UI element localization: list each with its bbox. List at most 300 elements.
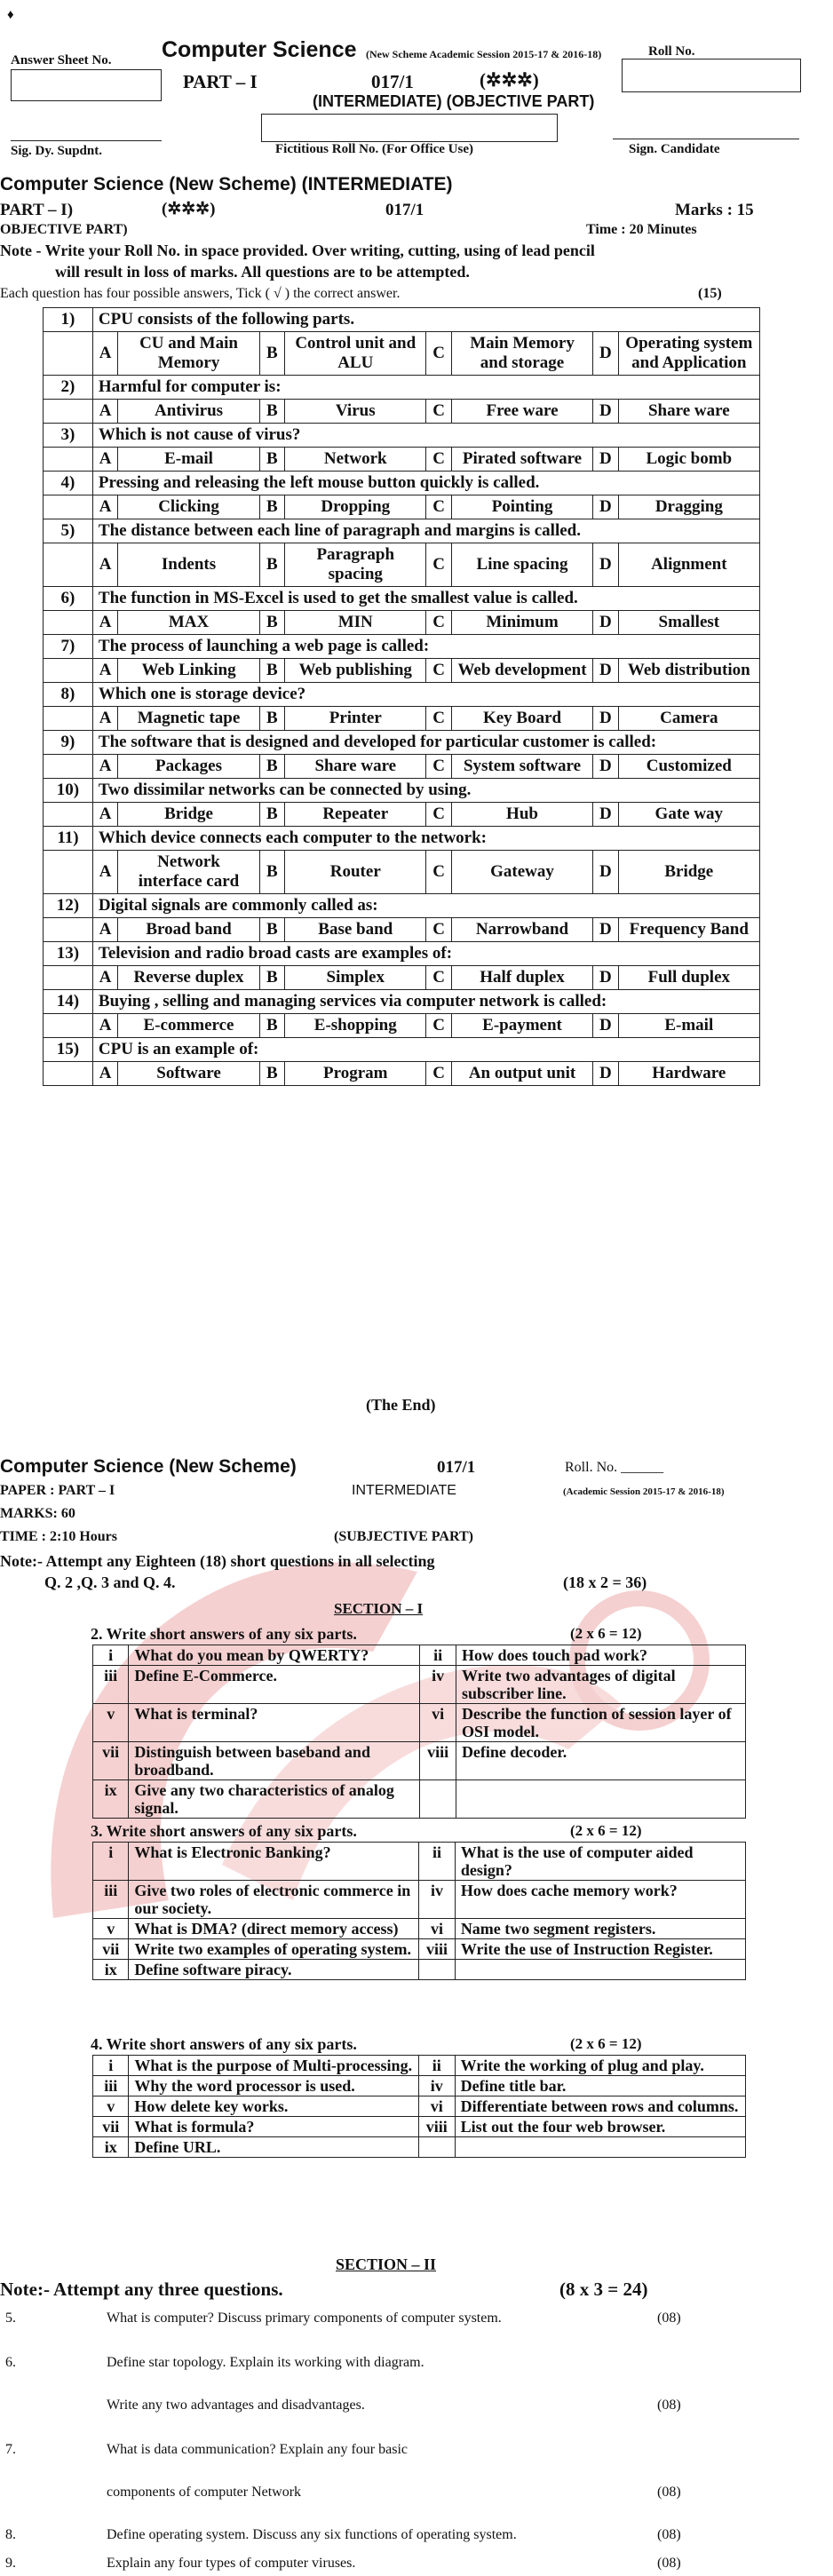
q3-marks: (2 x 6 = 12): [570, 1822, 642, 1839]
header-subject: Computer Science: [162, 37, 357, 62]
short-question-row: [93, 2117, 746, 2137]
subjective-time: TIME : 2:10 Hours: [0, 1529, 117, 1544]
option-letter-c: C: [426, 448, 451, 472]
mcq-question: Pressing and releasing the left mouse button quickly is called.: [92, 472, 759, 495]
option-letter-c: C: [426, 659, 451, 683]
subjective-note: Note:- Attempt any Eighteen (18) short questions in all selecting: [0, 1552, 435, 1570]
mcq-number: 11): [44, 827, 93, 851]
mcq-number-spacer: [44, 851, 93, 894]
long-question-number: 7.: [5, 2442, 16, 2457]
mcq-question: Two dissimilar networks can be connected by using.: [92, 779, 759, 803]
option-b[interactable]: Router: [285, 851, 426, 894]
option-d[interactable]: Frequency Band: [618, 918, 759, 942]
subjective-roll: Roll. No. ______: [565, 1460, 664, 1475]
option-d[interactable]: E-mail: [618, 1014, 759, 1038]
objective-note-2: will result in loss of marks. All questions are to be attempted.: [55, 263, 470, 281]
option-letter-d: D: [593, 611, 618, 635]
mcq-options-row: [44, 803, 760, 827]
short-question: [455, 1960, 745, 1980]
option-d[interactable]: Smallest: [618, 611, 759, 635]
option-letter-a: A: [92, 543, 117, 587]
short-question: Define decoder.: [456, 1742, 745, 1780]
short-question: Define URL.: [129, 2137, 419, 2158]
option-c[interactable]: Pointing: [451, 495, 592, 519]
short-question: Name two segment registers.: [455, 1919, 745, 1939]
part-number: i: [93, 1645, 129, 1666]
section-2-note: Note:- Attempt any three questions.: [0, 2279, 283, 2300]
option-b[interactable]: Simplex: [285, 966, 426, 990]
option-letter-a: A: [92, 918, 117, 942]
option-letter-d: D: [593, 755, 618, 779]
option-d[interactable]: Share ware: [618, 400, 759, 424]
option-letter-b: B: [259, 1014, 284, 1038]
short-question: [455, 2137, 745, 2158]
short-question: How delete key works.: [129, 2096, 419, 2117]
option-b[interactable]: Dropping: [285, 495, 426, 519]
mcq-number-spacer: [44, 966, 93, 990]
subjective-note-marks: (18 x 2 = 36): [563, 1573, 647, 1591]
option-letter-b: B: [259, 755, 284, 779]
option-d[interactable]: Bridge: [618, 851, 759, 894]
option-b[interactable]: Program: [285, 1062, 426, 1086]
option-b[interactable]: Printer: [285, 707, 426, 731]
mcq-question-row: [44, 472, 760, 495]
option-d[interactable]: Full duplex: [618, 966, 759, 990]
q4-table: [92, 2055, 746, 2158]
short-question: Why the word processor is used.: [129, 2076, 419, 2096]
short-question: What is terminal?: [129, 1704, 420, 1742]
option-letter-c: C: [426, 1014, 451, 1038]
option-d[interactable]: Customized: [618, 755, 759, 779]
option-letter-c: C: [426, 1062, 451, 1086]
option-c[interactable]: Gateway: [451, 851, 592, 894]
part-number: iv: [420, 1666, 456, 1704]
short-question: What is DMA? (direct memory access): [129, 1919, 419, 1939]
mcq-number-spacer: [44, 611, 93, 635]
option-c[interactable]: An output unit: [451, 1062, 592, 1086]
mcq-question: The distance between each line of paragraph and margins is called.: [92, 519, 759, 543]
short-question: What is the use of computer aided design?: [455, 1843, 745, 1881]
option-b[interactable]: Web publishing: [285, 659, 426, 683]
short-question-row: [93, 1666, 746, 1704]
long-question-text: What is data communication? Explain any four basic: [107, 2442, 408, 2457]
mcq-question: Which is not cause of virus?: [92, 424, 759, 448]
option-a[interactable]: Bridge: [118, 803, 259, 827]
mcq-question: The software that is designed and developed for particular customer is called:: [92, 731, 759, 755]
option-letter-a: A: [92, 966, 117, 990]
short-question: What is Electronic Banking?: [129, 1843, 419, 1881]
mcq-options-row: [44, 495, 760, 519]
option-letter-a: A: [92, 400, 117, 424]
header-group: (✲✲✲): [480, 69, 539, 91]
option-letter-b: B: [259, 543, 284, 587]
section-1-title: SECTION – I: [334, 1600, 424, 1617]
answer-sheet-label: Answer Sheet No.: [11, 53, 112, 67]
mcq-number: 8): [44, 683, 93, 707]
option-letter-d: D: [593, 851, 618, 894]
short-question: Define E-Commerce.: [129, 1666, 420, 1704]
part-number: vii: [93, 1939, 129, 1960]
option-c[interactable]: E-payment: [451, 1014, 592, 1038]
option-a[interactable]: Web Linking: [118, 659, 259, 683]
mcq-number-spacer: [44, 803, 93, 827]
mcq-number: 13): [44, 942, 93, 966]
subjective-paper: PAPER : PART – I: [0, 1483, 115, 1498]
option-b[interactable]: Virus: [285, 400, 426, 424]
short-question: How does cache memory work?: [455, 1881, 745, 1919]
mcq-question: CPU is an example of:: [92, 1038, 759, 1062]
mcq-number: 4): [44, 472, 93, 495]
header-session: (New Scheme Academic Session 2015-17 & 2016-18): [366, 48, 602, 60]
long-question-marks: (08): [657, 2527, 681, 2542]
supdnt-label: Sig. Dy. Supdnt.: [11, 144, 102, 158]
long-question-text: What is computer? Discuss primary components of computer system.: [107, 2310, 502, 2326]
option-letter-b: B: [259, 400, 284, 424]
mcq-number: 14): [44, 990, 93, 1014]
option-d[interactable]: Hardware: [618, 1062, 759, 1086]
option-b[interactable]: Share ware: [285, 755, 426, 779]
section-2-title: SECTION – II: [336, 2255, 437, 2273]
option-a[interactable]: Clicking: [118, 495, 259, 519]
part-number: [420, 1780, 456, 1819]
part-number: ix: [93, 1780, 129, 1819]
option-letter-b: B: [259, 707, 284, 731]
option-c[interactable]: Pirated software: [451, 448, 592, 472]
option-b[interactable]: E-shopping: [285, 1014, 426, 1038]
q3-table: [92, 1842, 746, 1980]
long-question-number: 6.: [5, 2355, 16, 2370]
short-question-row: [93, 1960, 746, 1980]
short-question: [456, 1780, 745, 1819]
long-question-marks: (08): [657, 2556, 681, 2571]
objective-marks: Marks : 15: [675, 201, 754, 219]
long-question-text: Explain any four types of computer viruses.: [107, 2556, 356, 2571]
mcq-options-row: [44, 707, 760, 731]
option-d[interactable]: Web distribution: [618, 659, 759, 683]
part-number: viii: [419, 1939, 456, 1960]
objective-title: Computer Science (New Scheme) (INTERMEDIATE): [0, 174, 453, 194]
objective-code: 017/1: [385, 201, 424, 219]
short-question-row: [93, 1780, 746, 1819]
option-a[interactable]: E-commerce: [118, 1014, 259, 1038]
mcq-question-row: [44, 635, 760, 659]
long-question-text: components of computer Network: [107, 2485, 302, 2500]
option-letter-d: D: [593, 400, 618, 424]
part-number: iv: [418, 2076, 455, 2096]
short-question: What is formula?: [129, 2117, 419, 2137]
short-question-row: [93, 1843, 746, 1881]
mcq-options-row: [44, 918, 760, 942]
objective-time: Time : 20 Minutes: [586, 222, 697, 237]
mcq-number-spacer: [44, 543, 93, 587]
fictitious-label: Fictitious Roll No. (For Office Use): [275, 142, 474, 156]
option-c[interactable]: Half duplex: [451, 966, 592, 990]
option-letter-a: A: [92, 611, 117, 635]
section-2-marks: (8 x 3 = 24): [559, 2279, 648, 2300]
q2-marks: (2 x 6 = 12): [570, 1625, 642, 1642]
q4-marks: (2 x 6 = 12): [570, 2035, 642, 2052]
option-letter-a: A: [92, 803, 117, 827]
short-question: List out the four web browser.: [455, 2117, 745, 2137]
mcq-number-spacer: [44, 1062, 93, 1086]
subjective-level: INTERMEDIATE: [352, 1483, 456, 1498]
short-question: Define title bar.: [455, 2076, 745, 2096]
objective-note-1: Note - Write your Roll No. in space provided. Over writing, cutting, using of lead pencil: [0, 242, 595, 259]
option-a[interactable]: Broad band: [118, 918, 259, 942]
subjective-note-2: Q. 2 ,Q. 3 and Q. 4.: [44, 1573, 176, 1591]
option-b[interactable]: MIN: [285, 611, 426, 635]
mcq-question-row: [44, 308, 760, 332]
option-c[interactable]: Main Memory and storage: [451, 332, 592, 376]
part-number: ii: [420, 1645, 456, 1666]
part-number: i: [93, 1843, 129, 1881]
part-number: i: [93, 2056, 129, 2076]
option-a[interactable]: Reverse duplex: [118, 966, 259, 990]
short-question: Write the use of Instruction Register.: [455, 1939, 745, 1960]
option-a[interactable]: Antivirus: [118, 400, 259, 424]
mcq-number: 2): [44, 376, 93, 400]
option-b[interactable]: Network: [285, 448, 426, 472]
option-c[interactable]: Minimum: [451, 611, 592, 635]
mcq-question-row: [44, 779, 760, 803]
option-a[interactable]: Network interface card: [118, 851, 259, 894]
option-c[interactable]: Narrowband: [451, 918, 592, 942]
subjective-title: Computer Science (New Scheme): [0, 1456, 297, 1477]
option-b[interactable]: Base band: [285, 918, 426, 942]
mcq-number-spacer: [44, 918, 93, 942]
part-number: vi: [420, 1704, 456, 1742]
subjective-marks: MARKS: 60: [0, 1506, 75, 1521]
part-number: iii: [93, 1881, 129, 1919]
option-letter-b: B: [259, 851, 284, 894]
part-number: viii: [420, 1742, 456, 1780]
header-code: 017/1: [371, 71, 414, 92]
option-b[interactable]: Paragraph spacing: [285, 543, 426, 587]
mcq-number: 5): [44, 519, 93, 543]
long-question-number: 8.: [5, 2527, 16, 2542]
option-letter-a: A: [92, 851, 117, 894]
part-number: [419, 1960, 456, 1980]
option-d[interactable]: Logic bomb: [618, 448, 759, 472]
option-letter-b: B: [259, 332, 284, 376]
option-letter-c: C: [426, 332, 451, 376]
option-letter-c: C: [426, 851, 451, 894]
option-letter-a: A: [92, 659, 117, 683]
q2-table: [92, 1645, 746, 1819]
option-letter-d: D: [593, 659, 618, 683]
mcq-question-row: [44, 894, 760, 918]
mcq-number-spacer: [44, 400, 93, 424]
objective-end: (The End): [366, 1396, 436, 1414]
mcq-number: 10): [44, 779, 93, 803]
option-c[interactable]: Free ware: [451, 400, 592, 424]
option-d[interactable]: Gate way: [618, 803, 759, 827]
option-letter-d: D: [593, 707, 618, 731]
part-number: [418, 2137, 455, 2158]
roll-no-box: [622, 59, 801, 92]
objective-section: OBJECTIVE PART): [0, 222, 128, 237]
q3-heading: 3. Write short answers of any six parts.: [91, 1822, 357, 1840]
short-question-row: [93, 2137, 746, 2158]
option-letter-a: A: [92, 1014, 117, 1038]
page-marker: ♦: [7, 7, 14, 22]
mcq-number: 12): [44, 894, 93, 918]
option-letter-d: D: [593, 543, 618, 587]
mcq-options-row: [44, 1014, 760, 1038]
mcq-number: 15): [44, 1038, 93, 1062]
subjective-session: (Academic Session 2015-17 & 2016-18): [563, 1486, 725, 1497]
short-question-row: [93, 1939, 746, 1960]
option-letter-b: B: [259, 448, 284, 472]
option-letter-a: A: [92, 755, 117, 779]
option-a[interactable]: Software: [118, 1062, 259, 1086]
short-question-row: [93, 1881, 746, 1919]
option-a[interactable]: E-mail: [118, 448, 259, 472]
option-c[interactable]: System software: [451, 755, 592, 779]
option-letter-b: B: [259, 918, 284, 942]
objective-instruction-marks: (15): [698, 286, 722, 301]
mcq-number: 1): [44, 308, 93, 332]
option-letter-d: D: [593, 966, 618, 990]
long-question-marks: (08): [657, 2398, 681, 2413]
option-letter-b: B: [259, 495, 284, 519]
short-question: Give two roles of electronic commerce in our society.: [129, 1881, 419, 1919]
header-level: (INTERMEDIATE) (OBJECTIVE PART): [313, 92, 595, 110]
part-number: vi: [418, 2096, 455, 2117]
short-question-row: [93, 1919, 746, 1939]
long-question-marks: (08): [657, 2485, 681, 2500]
mcq-number-spacer: [44, 448, 93, 472]
short-question-row: [93, 2096, 746, 2117]
subjective-code: 017/1: [437, 1458, 476, 1477]
mcq-number: 9): [44, 731, 93, 755]
short-question: Write two examples of operating system.: [129, 1939, 419, 1960]
short-question: Define software piracy.: [129, 1960, 419, 1980]
mcq-number-spacer: [44, 755, 93, 779]
option-letter-c: C: [426, 755, 451, 779]
long-question-text: Define operating system. Discuss any six functions of operating system.: [107, 2527, 517, 2542]
mcq-options-row: [44, 966, 760, 990]
part-number: ii: [419, 1843, 456, 1881]
mcq-number-spacer: [44, 332, 93, 376]
mcq-question-row: [44, 683, 760, 707]
mcq-question: Television and radio broad casts are examples of:: [92, 942, 759, 966]
supdnt-line: [11, 140, 162, 141]
mcq-question: Which device connects each computer to the network:: [92, 827, 759, 851]
option-d[interactable]: Operating system and Application: [618, 332, 759, 376]
mcq-options-row: [44, 755, 760, 779]
option-letter-c: C: [426, 966, 451, 990]
option-letter-d: D: [593, 495, 618, 519]
option-a[interactable]: Packages: [118, 755, 259, 779]
option-letter-a: A: [92, 448, 117, 472]
mcq-number-spacer: [44, 1014, 93, 1038]
short-question-row: [93, 2076, 746, 2096]
option-d[interactable]: Alignment: [618, 543, 759, 587]
option-letter-a: A: [92, 495, 117, 519]
mcq-options-row: [44, 332, 760, 376]
option-letter-d: D: [593, 918, 618, 942]
mcq-number: 3): [44, 424, 93, 448]
short-question-row: [93, 2056, 746, 2076]
short-question-row: [93, 1704, 746, 1742]
option-letter-b: B: [259, 659, 284, 683]
option-c[interactable]: Line spacing: [451, 543, 592, 587]
mcq-question: Digital signals are commonly called as:: [92, 894, 759, 918]
short-question: Write the working of plug and play.: [455, 2056, 745, 2076]
mcq-number-spacer: [44, 495, 93, 519]
mcq-question: Which one is storage device?: [92, 683, 759, 707]
mcq-options-row: [44, 400, 760, 424]
mcq-options-row: [44, 1062, 760, 1086]
mcq-question: Harmful for computer is:: [92, 376, 759, 400]
mcq-question: Buying , selling and managing services via computer network is called:: [92, 990, 759, 1014]
short-question: Describe the function of session layer of OSI model.: [456, 1704, 745, 1742]
option-letter-c: C: [426, 543, 451, 587]
mcq-number-spacer: [44, 659, 93, 683]
short-question: Distinguish between baseband and broadband.: [129, 1742, 420, 1780]
mcq-options-row: [44, 659, 760, 683]
option-letter-d: D: [593, 803, 618, 827]
mcq-table: [43, 307, 760, 1086]
part-number: vii: [93, 1742, 129, 1780]
option-b[interactable]: Repeater: [285, 803, 426, 827]
short-question: How does touch pad work?: [456, 1645, 745, 1666]
mcq-question: CPU consists of the following parts.: [92, 308, 759, 332]
option-c[interactable]: Hub: [451, 803, 592, 827]
long-question-text: Define star topology. Explain its working with diagram.: [107, 2355, 424, 2370]
answer-sheet-box: [11, 69, 162, 101]
part-number: vi: [419, 1919, 456, 1939]
option-letter-d: D: [593, 1062, 618, 1086]
mcq-number: 7): [44, 635, 93, 659]
fictitious-box: [261, 114, 558, 142]
short-question-row: [93, 1742, 746, 1780]
option-letter-a: A: [92, 707, 117, 731]
option-letter-c: C: [426, 918, 451, 942]
long-question-marks: (08): [657, 2310, 681, 2326]
option-letter-c: C: [426, 400, 451, 424]
part-number: iv: [419, 1881, 456, 1919]
option-a[interactable]: MAX: [118, 611, 259, 635]
option-a[interactable]: Indents: [118, 543, 259, 587]
part-number: ix: [93, 1960, 129, 1980]
option-a[interactable]: Magnetic tape: [118, 707, 259, 731]
option-b[interactable]: Control unit and ALU: [285, 332, 426, 376]
option-letter-d: D: [593, 448, 618, 472]
option-letter-b: B: [259, 803, 284, 827]
option-c[interactable]: Key Board: [451, 707, 592, 731]
mcq-options-row: [44, 448, 760, 472]
subjective-part: (SUBJECTIVE PART): [334, 1529, 473, 1544]
q2-heading: 2. Write short answers of any six parts.: [91, 1625, 357, 1643]
option-d[interactable]: Dragging: [618, 495, 759, 519]
option-c[interactable]: Web development: [451, 659, 592, 683]
option-letter-b: B: [259, 611, 284, 635]
option-letter-d: D: [593, 332, 618, 376]
part-number: ii: [418, 2056, 455, 2076]
option-a[interactable]: CU and Main Memory: [118, 332, 259, 376]
option-letter-a: A: [92, 1062, 117, 1086]
mcq-question-row: [44, 731, 760, 755]
part-number: v: [93, 2096, 129, 2117]
objective-part: PART – I): [0, 201, 74, 219]
long-question-number: 5.: [5, 2310, 16, 2326]
objective-group: (✲✲✲): [162, 200, 216, 218]
option-d[interactable]: Camera: [618, 707, 759, 731]
part-number: iii: [93, 1666, 129, 1704]
short-question: Differentiate between rows and columns.: [455, 2096, 745, 2117]
